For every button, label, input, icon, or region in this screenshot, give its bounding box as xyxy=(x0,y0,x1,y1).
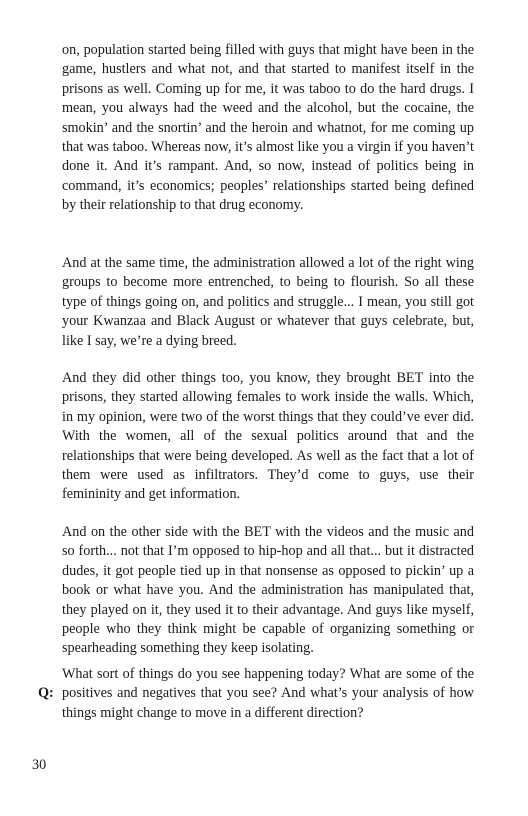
body-paragraph-1: on, population started being filled with guys that might have been in the game, hustlers and what not, and that started to manifest itself in the prisons as well. Coming up for me, it was taboo to do the hard drugs. I mean, you always had the weed and the alcohol, but the cocaine, the smokin’ and the snortin’ and the heroin and whatnot, for me coming up that was taboo. Whereas now, it’s almost like you a virgin if you haven’t done it. And it’s rampant. And, so now, instead of politics being in command, it’s economics; peoples’ relationships started being defined by their relationship to that drug economy. xyxy=(62,42,474,214)
question-text: What sort of things do you see happening today? What are some of the positives and negatives that you see? And what’s your analysis of how things might change to move in a different direction? xyxy=(62,666,474,721)
question-label: Q: xyxy=(38,685,54,701)
body-paragraph-3: And they did other things too, you know, they brought BET into the prisons, they started allowing females to work inside the walls. Which, in my opinion, were two of the worst things that they could’ve ever did. With the women, all of the sexual politics around that and the relationships that were being developed. As well as the fact that a lot of them were used as infiltrators. They’d come to guys, use their femininity and get information. xyxy=(62,370,474,503)
page-number: 30 xyxy=(32,757,47,773)
body-paragraph-4: And on the other side with the BET with the videos and the music and so forth... not that I’m opposed to hip-hop and all that... but it distracted dudes, it got people tied up in that nonsense as opposed to pickin’ up a book or what have you. And the administration has manipulated that, they played on it, they used it to their advantage. And guys like myself, people who they think might be capable of organizing something or spearheading something they keep isolating. xyxy=(62,524,474,657)
body-paragraph-2: And at the same time, the administration allowed a lot of the right wing groups to become more entrenched, to being to flourish. So all these type of things going on, and politics and struggle... I mean, you still got your Kwanzaa and Black August or whatever that guys celebrate, but, like I say, we’re a dying breed. xyxy=(62,255,474,349)
